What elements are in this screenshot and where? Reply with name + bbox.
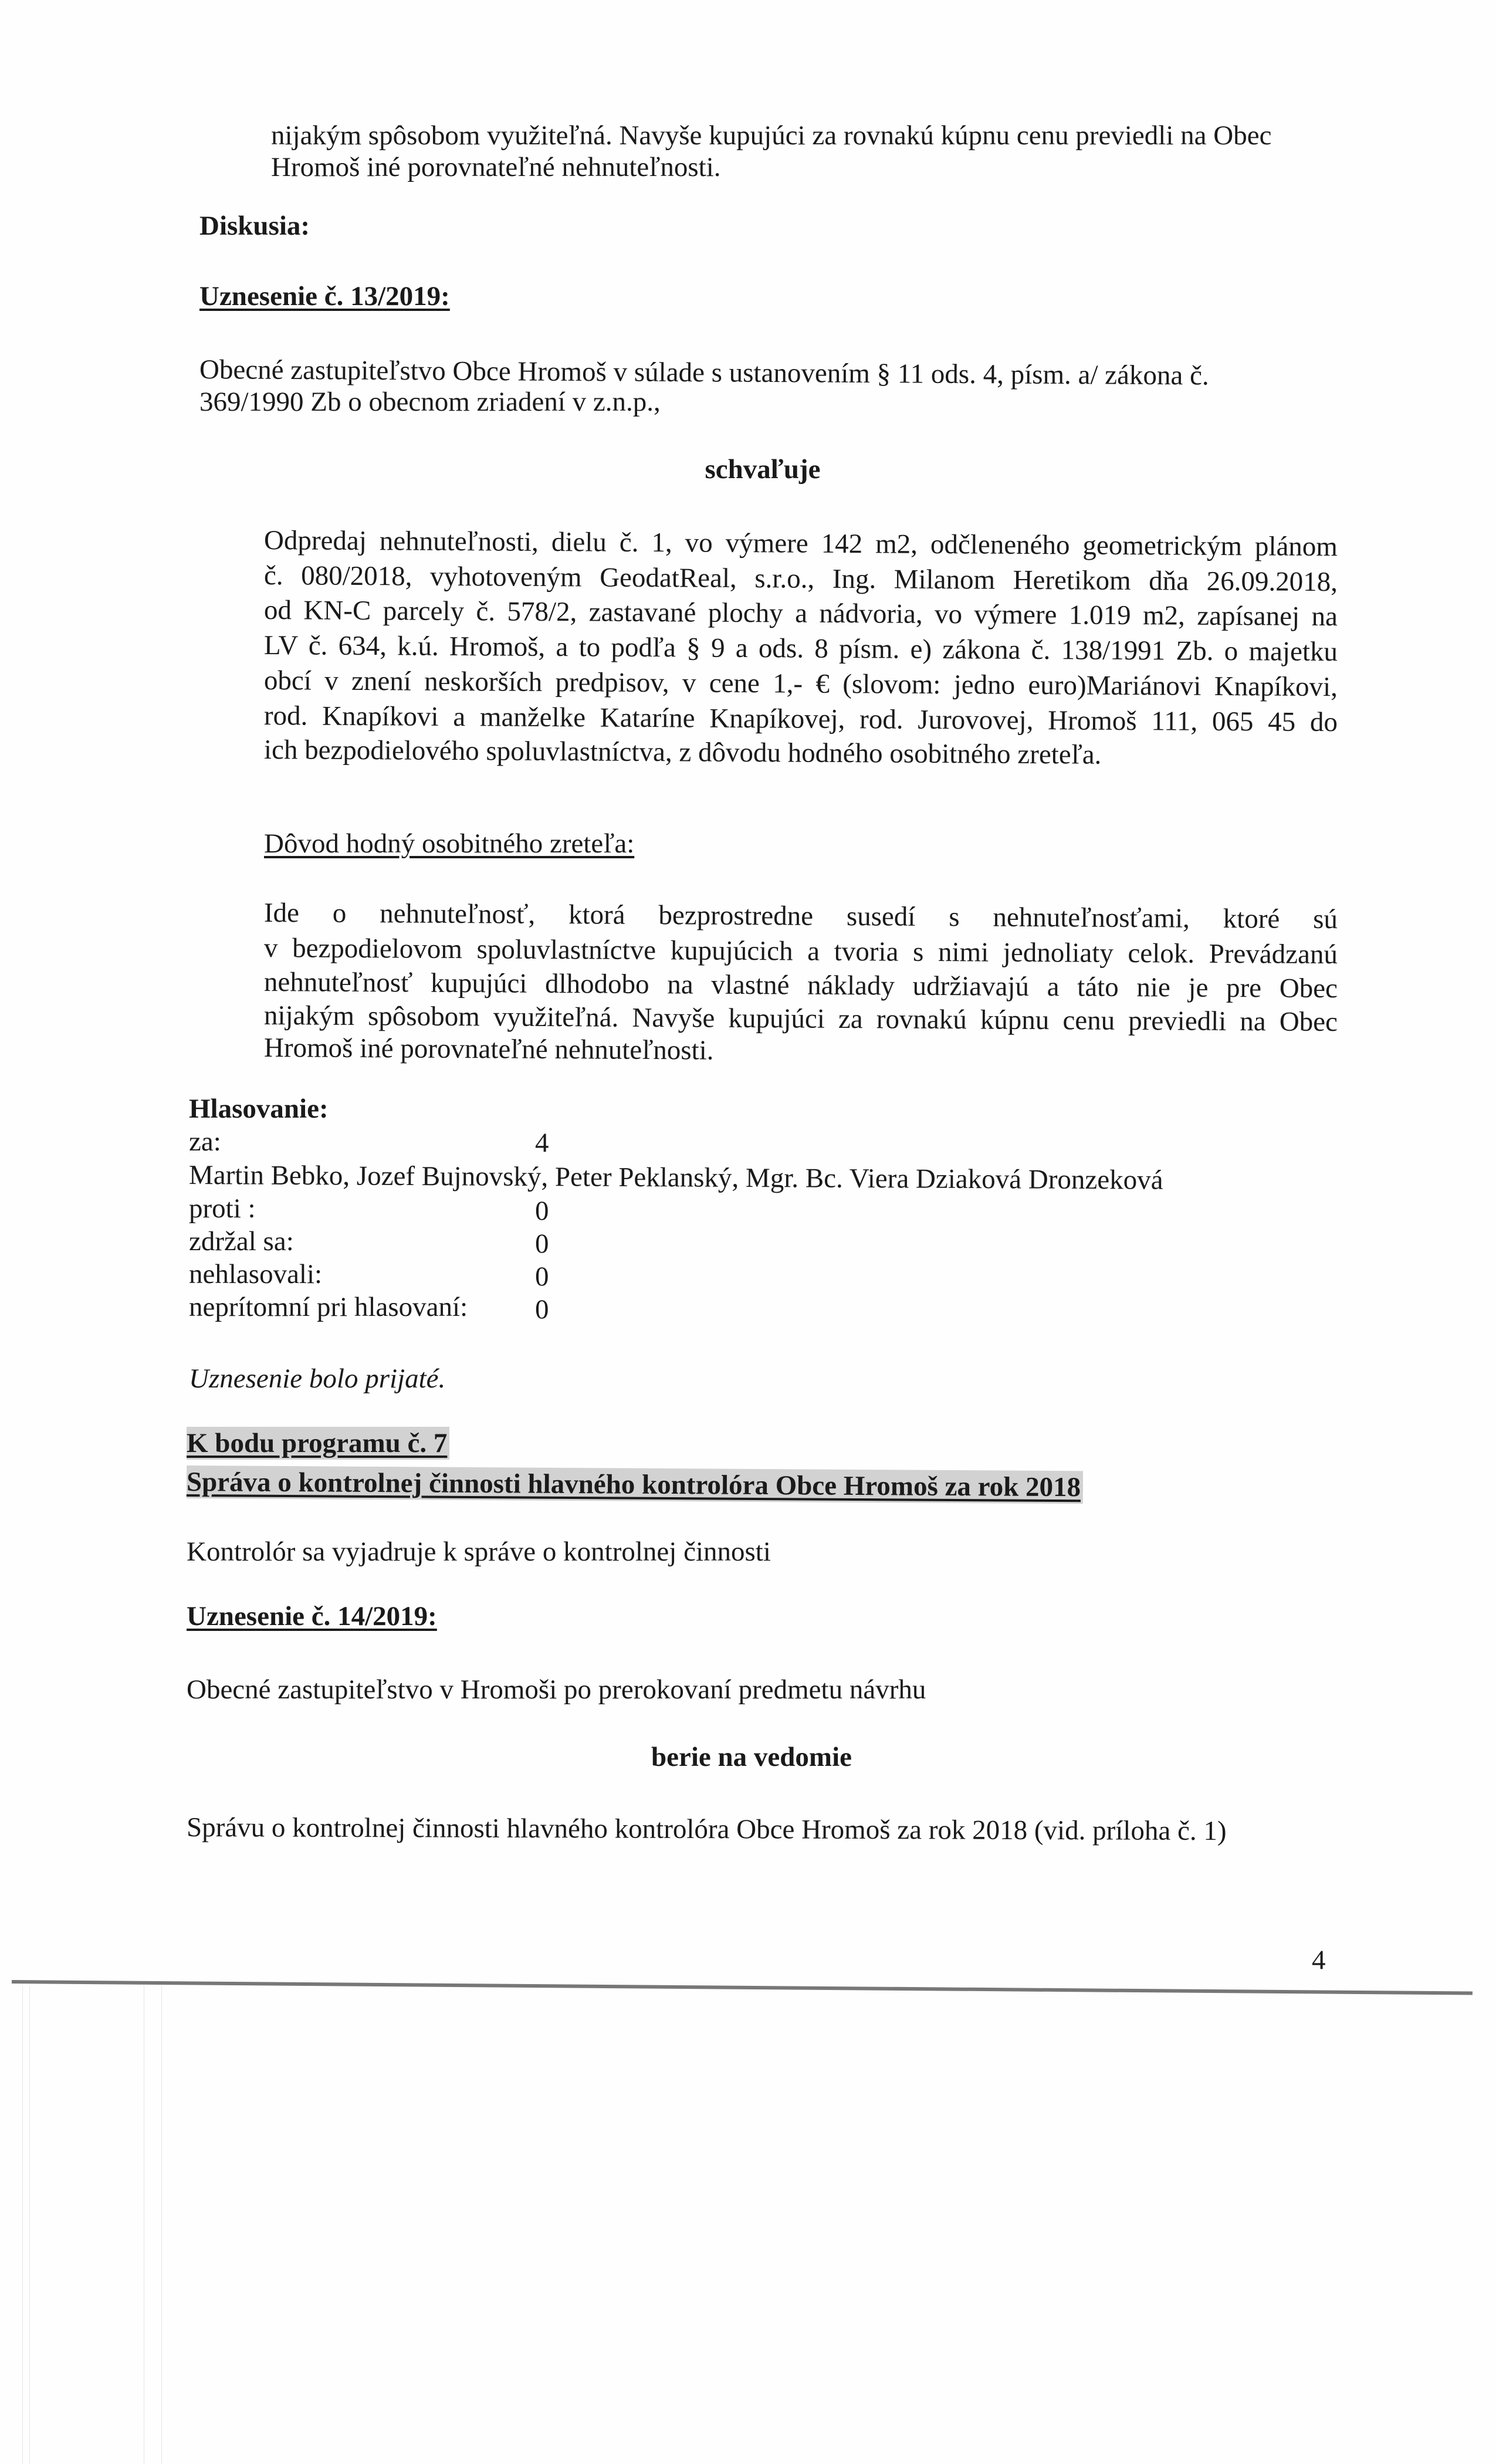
- resolution-13-intro-line-2: 369/1990 Zb o obecnom zriadení v z.n.p.,: [199, 387, 661, 417]
- resolution-14-body: Správu o kontrolnej činnosti hlavného kontrolóra Obce Hromoš za rok 2018 (vid. príloha č. 1): [186, 1812, 1227, 1847]
- resolution-13-body-line-1: Odpredaj nehnuteľnosti, dielu č. 1, vo výmere 142 m2, odčleneného geometrickým plánom: [263, 525, 1338, 563]
- agenda-item-note: Kontrolór sa vyjadruje k správe o kontrolnej činnosti: [187, 1536, 771, 1567]
- reason-line-2: v bezpodielovom spoluvlastníctve kupujúcich a tvoria s nimi jednoliaty celok. Prevádzanú: [263, 933, 1338, 970]
- resolution-13-title: Uznesenie č. 13/2019:: [199, 281, 450, 312]
- vote-for-names: Martin Bebko, Jozef Bujnovský, Peter Peklanský, Mgr. Bc. Viera Dziaková Dronzeková: [188, 1160, 1163, 1196]
- continuation-line-2: Hromoš iné porovnateľné nehnuteľnosti.: [271, 152, 721, 182]
- resolution-14-verb: berie na vedomie: [651, 1742, 852, 1772]
- resolution-13-body-line-5: obcí v znení neskorších predpisov, v cene 1,- € (slovom: jedno euro)Mariánovi Knapíkovi,: [263, 665, 1338, 703]
- resolution-14-title: Uznesenie č. 14/2019:: [187, 1601, 437, 1632]
- reason-line-3: nehnuteľnosť kupujúci dlhodobo na vlastné náklady udržiavajú a táto nie je pre Obec: [263, 967, 1338, 1004]
- vote-against-label: proti :: [189, 1193, 256, 1224]
- resolution-13-verb: schvaľuje: [705, 454, 821, 485]
- discussion-label: Diskusia:: [199, 211, 310, 241]
- reason-line-1: Ide o nehnuteľnosť, ktorá bezprostredne susedí s nehnuteľnosťami, ktoré sú: [263, 898, 1338, 935]
- resolution-13-body-line-7: ich bezpodielového spoluvlastníctva, z dôvodu hodného osobitného zreteľa.: [263, 735, 1102, 770]
- voting-title: Hlasovanie:: [189, 1094, 329, 1124]
- agenda-item-subtitle: Správa o kontrolnej činnosti hlavného kontrolóra Obce Hromoš za rok 2018: [187, 1465, 1083, 1504]
- vote-against-value: 0: [535, 1196, 549, 1226]
- resolution-13-body-line-3: od KN-C parcely č. 578/2, zastavané plochy a nádvoria, vo výmere 1.019 m2, zapísanej na: [263, 595, 1338, 632]
- scan-artifact-line: [22, 1986, 23, 2464]
- vote-absent-label: neprítomní pri hlasovaní:: [189, 1292, 468, 1322]
- scan-artifact-line: [29, 1986, 30, 2464]
- continuation-line-1: nijakým spôsobom využiteľná. Navyše kupujúci za rovnakú kúpnu cenu previedli na Obec: [271, 120, 1272, 151]
- reason-line-4: nijakým spôsobom využiteľná. Navyše kupujúci za rovnakú kúpnu cenu previedli na Obec: [263, 1000, 1338, 1038]
- resolution-13-body-line-2: č. 080/2018, vyhotoveným GeodatReal, s.r.o., Ing. Milanom Heretikom dňa 26.09.2018,: [263, 560, 1338, 598]
- page-bottom-edge: [12, 1980, 1473, 1995]
- vote-not-voted-value: 0: [535, 1261, 549, 1292]
- resolution-13-body-line-6: rod. Knapíkovi a manželke Kataríne Knapíkovej, rod. Jurovovej, Hromoš 111, 065 45 do: [263, 700, 1338, 738]
- vote-absent-value: 0: [535, 1294, 549, 1325]
- resolution-14-intro: Obecné zastupiteľstvo v Hromoši po prerokovaní predmetu návrhu: [187, 1674, 926, 1705]
- resolution-13-intro-line-1: Obecné zastupiteľstvo Obce Hromoš v súlade s ustanovením § 11 ods. 4, písm. a/ zákona č.: [199, 354, 1209, 391]
- vote-abstain-value: 0: [535, 1228, 549, 1259]
- vote-for-value: 4: [535, 1128, 549, 1158]
- agenda-item-title: K bodu programu č. 7: [187, 1427, 449, 1460]
- page-number: 4: [1312, 1945, 1326, 1975]
- vote-not-voted-label: nehlasovali:: [189, 1259, 323, 1289]
- reason-line-5: Hromoš iné porovnateľné nehnuteľnosti.: [263, 1033, 714, 1066]
- reason-title: Dôvod hodný osobitného zreteľa:: [264, 828, 635, 859]
- resolution-13-body-line-4: LV č. 634, k.ú. Hromoš, a to podľa § 9 a ods. 8 písm. e) zákona č. 138/1991 Zb. o majetku: [263, 630, 1338, 668]
- vote-for-label: za:: [189, 1126, 221, 1157]
- resolution-result: Uznesenie bolo prijaté.: [189, 1363, 446, 1394]
- vote-abstain-label: zdržal sa:: [189, 1226, 294, 1257]
- scan-artifact-line: [161, 1986, 162, 2464]
